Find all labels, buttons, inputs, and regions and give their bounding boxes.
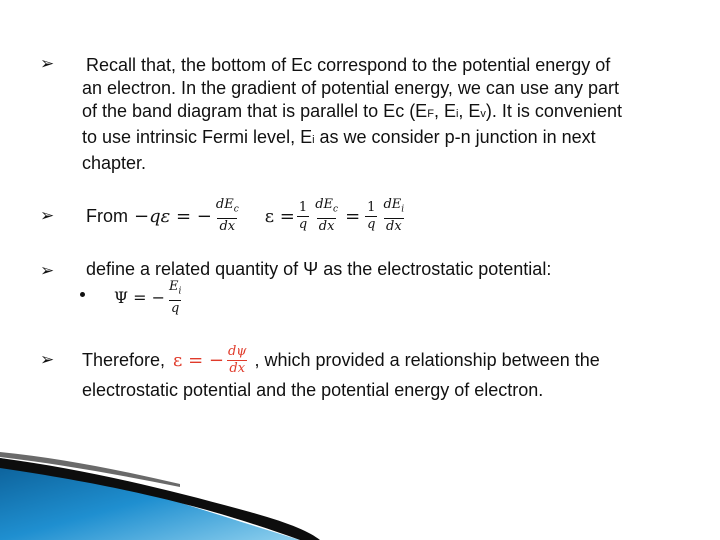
arrow-bullet-icon: ➢	[40, 54, 55, 73]
fraction: $\frac{dE_i}{dx}$	[383, 197, 405, 234]
highlight-equation: ε = −	[173, 349, 224, 371]
arrow-bullet-icon: ➢	[40, 261, 55, 280]
arrow-bullet-icon: ➢	[40, 206, 55, 225]
fraction: $\frac{dE_c}{dx}$	[215, 197, 239, 234]
text-line: Recall that, the bottom of Ec correspond to the potential energy of	[86, 55, 611, 75]
equation-psi: Ψ = − $\frac{E_i}{q}$	[114, 279, 182, 316]
fraction: $\frac{E_i}{q}$	[169, 279, 182, 316]
fraction: $\frac{1}{q}$	[298, 199, 308, 232]
text-line: chapter.	[82, 153, 147, 173]
equation-from: From −qε = − $\frac{dE_c}{dx}$ ε = $\frac{1}{q}$ $\frac{dE_c}{dx}$ = $\frac{1}{q}$ $\frac{dE_i}{dx}$	[86, 197, 405, 234]
text-line: of the band diagram that is parallel to Ec (EF, Ei, Ev). It is convenient	[82, 101, 622, 121]
paragraph-therefore: Therefore, ε = − $\frac{d\psi}{dx}$ , which provided a relationship between the electrostatic potential and the potential energy of electron.	[82, 343, 600, 400]
text-line: an electron. In the gradient of potential energy, we can use any part	[82, 78, 620, 98]
fraction: $\frac{d\psi}{dx}$	[227, 343, 247, 376]
arrow-bullet-icon: ➢	[40, 350, 55, 369]
text-line: to use intrinsic Fermi level, Ei as we consider p-n junction in next	[82, 127, 596, 147]
fraction: $\frac{1}{q}$	[367, 199, 376, 232]
fraction: $\frac{dE_c}{dx}$	[315, 197, 339, 234]
paragraph-define: define a related quantity of Ψ as the electrostatic potential:	[86, 259, 552, 279]
